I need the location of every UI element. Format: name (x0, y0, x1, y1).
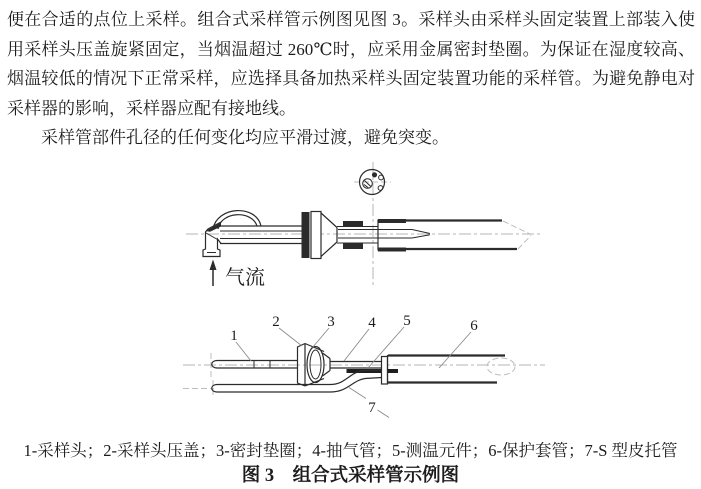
paragraph-block (7, 5, 695, 153)
part-label-7: 7 (368, 400, 376, 416)
upper-tube-body (220, 226, 302, 244)
section-circle (360, 170, 385, 195)
part-label-2: 2 (272, 314, 280, 330)
leader-line-6 (439, 332, 471, 368)
lower-assembly-drawing (183, 313, 545, 418)
part-label-5: 5 (403, 313, 411, 329)
upper-outer-sleeve (378, 219, 531, 252)
leader-line-2 (279, 328, 302, 346)
sampling-tube (212, 361, 298, 369)
text-line-5: 采样管部件孔径的任何变化均应平滑过渡，避免突变。 (41, 128, 449, 147)
temperature-element (347, 369, 399, 373)
text-line-1: 便在合适的点位上采样。组合式采样管示例图见图 3。采样头由采样头固定装置上部装入使 (7, 10, 695, 29)
gas-flow-label: 气流 (225, 267, 265, 289)
protective-sleeve (382, 355, 516, 384)
figure-caption: 图 3 组合式采样管示例图 (241, 466, 460, 486)
figure-legend: 1-采样头；2-采样头压盖；3-密封垫圈；4-抽气管；5-测温元件；6-保护套管；7-S 型皮托管 (23, 441, 678, 460)
gas-flow-arrow (210, 260, 217, 287)
part-label-3: 3 (327, 314, 335, 330)
text-line-3: 烟温较低的情况下正常采样，应选择具备加热采样头固定装置功能的采样管。为避免静电对 (7, 69, 695, 88)
text-line-2: 用采样头压盖旋紧固定，当烟温超过 260℃时，应采用金属密封垫圈。为保证在湿度较高、 (7, 39, 695, 59)
s-type-pitot-tube (212, 370, 382, 392)
leader-line-3 (313, 328, 330, 348)
part-label-4: 4 (368, 315, 376, 331)
figure-3-diagram (0, 155, 701, 430)
leader-line-4 (344, 329, 369, 361)
upper-assembly-drawing (186, 162, 540, 289)
text-line-4: 采样器的影响，采样器应配有接地线。 (7, 98, 296, 118)
part-label-6: 6 (470, 318, 478, 334)
head-fixing-gland (302, 212, 379, 259)
part-label-1: 1 (230, 328, 238, 344)
leader-line-1 (236, 342, 251, 361)
